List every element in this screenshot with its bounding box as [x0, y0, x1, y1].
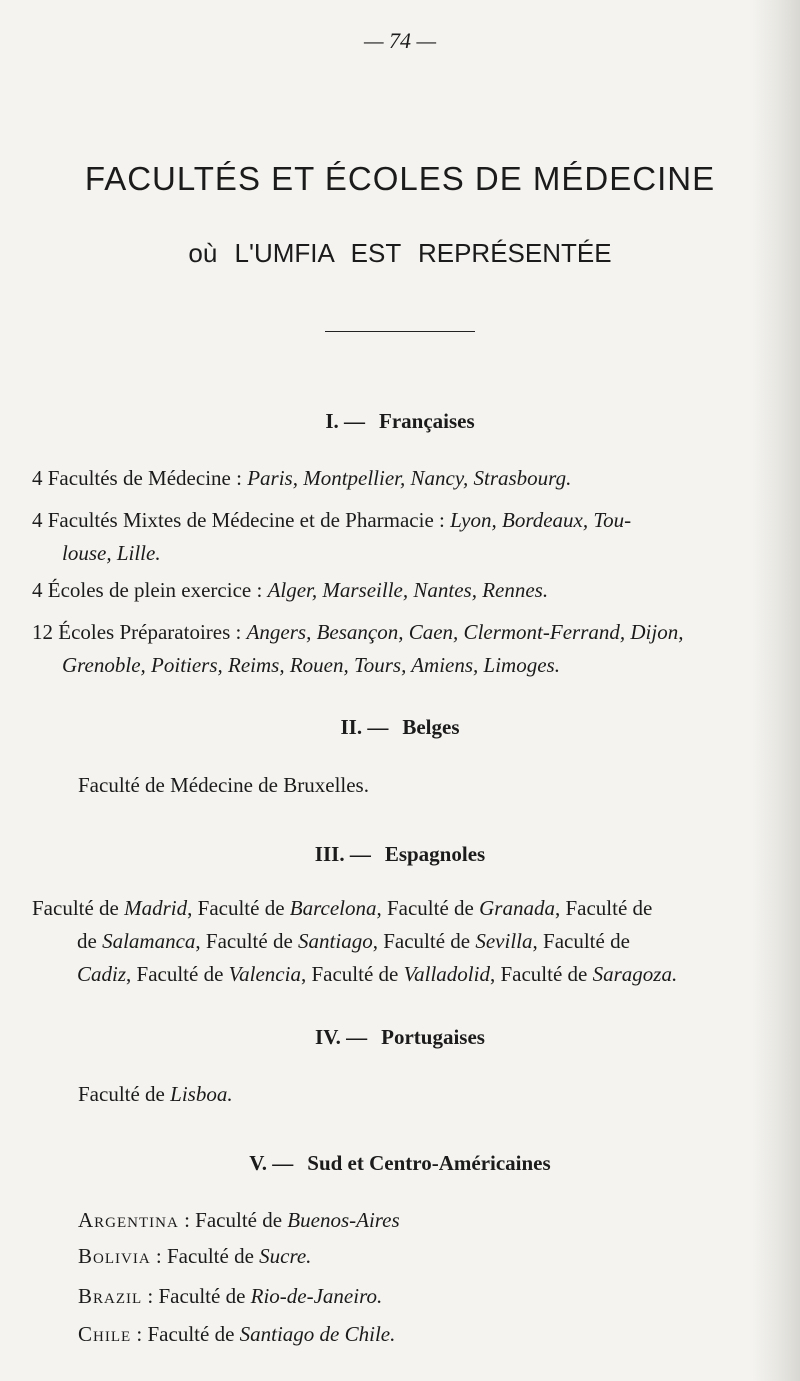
city-name: Sucre.	[259, 1244, 312, 1268]
separator-text: , Faculté de	[532, 929, 630, 953]
section-title: Espagnoles	[384, 842, 486, 866]
section-heading-belges	[0, 715, 800, 740]
entry-bolivia	[78, 1240, 778, 1273]
entry-cities-line2: Grenoble, Poitiers, Reims, Rouen, Tours, Amiens, Limoges.	[62, 653, 560, 677]
section-numeral: III. —	[314, 842, 371, 866]
separator-text: , Faculté de	[126, 962, 229, 986]
city-name: Buenos-Aires	[287, 1208, 400, 1232]
page-subtitle: où L'UMFIA EST REPRÉSENTÉE	[188, 238, 612, 268]
section-numeral: II. —	[340, 715, 389, 739]
city-santiago: Santiago	[298, 929, 373, 953]
city-salamanca: Salamanca	[102, 929, 196, 953]
entry-bruxelles: Faculté de Médecine de Bruxelles.	[78, 773, 369, 797]
prefix-text: Faculté de	[78, 1082, 171, 1106]
section-heading-portugaises	[0, 1025, 800, 1050]
section-title: Belges	[402, 715, 460, 739]
separator-text: , Faculté de	[300, 962, 404, 986]
faculty-text: : Faculté de	[178, 1208, 288, 1232]
entry-lead: 4 Facultés de Médecine :	[32, 466, 248, 490]
entry-cities-line1: Angers, Besançon, Caen, Clermont-Ferrand, Dijon,	[246, 620, 684, 644]
page-number: — 74 —	[363, 28, 437, 53]
entry-facultes	[32, 462, 772, 495]
entry-brazil	[78, 1280, 778, 1313]
entry-lead: 4 Écoles de plein exercice :	[32, 578, 268, 602]
entry-lead: 12 Écoles Préparatoires :	[32, 620, 247, 644]
section-numeral: IV. —	[315, 1025, 368, 1049]
entry-cities: Paris, Montpellier, Nancy, Strasbourg.	[247, 466, 572, 490]
entry-cities-line1: Lyon, Bordeaux, Tou-	[450, 508, 632, 532]
entry-espagnoles: Faculté de Madrid, Faculté de Barcelona, Faculté de Granada, Faculté de de Salamanca, Faculté de Santiago, Faculté de Sevilla, Faculté de Cadiz, Faculté de Valencia, Faculté de Valladolid, Faculté de Saragoza.	[32, 896, 678, 986]
city-barcelona: Barcelona	[289, 896, 377, 920]
city-name: Santiago de Chile.	[239, 1322, 396, 1346]
separator-text: , Faculté de	[372, 929, 476, 953]
city-sevilla: Sevilla	[475, 929, 533, 953]
faculty-text: : Faculté de	[131, 1322, 240, 1346]
entry-cities: Alger, Marseille, Nantes, Rennes.	[267, 578, 549, 602]
entry-argentina	[78, 1204, 778, 1237]
entry-preparatoires	[32, 616, 772, 682]
section-numeral: V. —	[249, 1151, 294, 1175]
city-granada: Granada	[479, 896, 555, 920]
city-valladolid: Valladolid	[403, 962, 490, 986]
section-heading-americaines	[0, 1151, 800, 1176]
separator-text: , Faculté de	[195, 929, 299, 953]
country-name: Bolivia	[78, 1244, 151, 1268]
separator-text: , Faculté de	[554, 896, 653, 920]
faculty-text: : Faculté de	[150, 1244, 260, 1268]
city-name: Rio-de-Janeiro.	[250, 1284, 383, 1308]
section-title: Portugaises	[381, 1025, 485, 1049]
prefix-text: Faculté de	[32, 896, 125, 920]
section-heading-francaises	[0, 409, 800, 434]
page-title: FACULTÉS ET ÉCOLES DE MÉDECINE	[84, 160, 716, 197]
faculty-text: : Faculté de	[142, 1284, 251, 1308]
city-lisboa: Lisboa.	[170, 1082, 233, 1106]
city-saragoza: Saragoza.	[592, 962, 678, 986]
separator-text: , Faculté de	[376, 896, 480, 920]
country-name: Argentina	[78, 1208, 179, 1232]
separator-text: , Faculté de	[489, 962, 593, 986]
entry-mixtes	[32, 504, 772, 570]
title-divider	[325, 331, 475, 332]
section-title: Françaises	[379, 409, 475, 433]
city-cadiz: Cadiz	[77, 962, 127, 986]
entry-plein-exercice	[32, 574, 772, 607]
entry-cities-line2: louse, Lille.	[62, 541, 161, 565]
country-name: Chile	[78, 1322, 132, 1346]
section-numeral: I. —	[325, 409, 366, 433]
country-name: Brazil	[78, 1284, 143, 1308]
entry-chile	[78, 1318, 778, 1351]
section-title: Sud et Centro-Américaines	[307, 1151, 551, 1175]
city-madrid: Madrid	[124, 896, 188, 920]
section-heading-espagnoles	[0, 842, 800, 867]
city-valencia: Valencia	[228, 962, 301, 986]
separator-text: , Faculté de	[187, 896, 290, 920]
entry-lisboa	[78, 1078, 778, 1111]
entry-lead: 4 Facultés Mixtes de Médecine et de Pharmacie :	[32, 508, 451, 532]
